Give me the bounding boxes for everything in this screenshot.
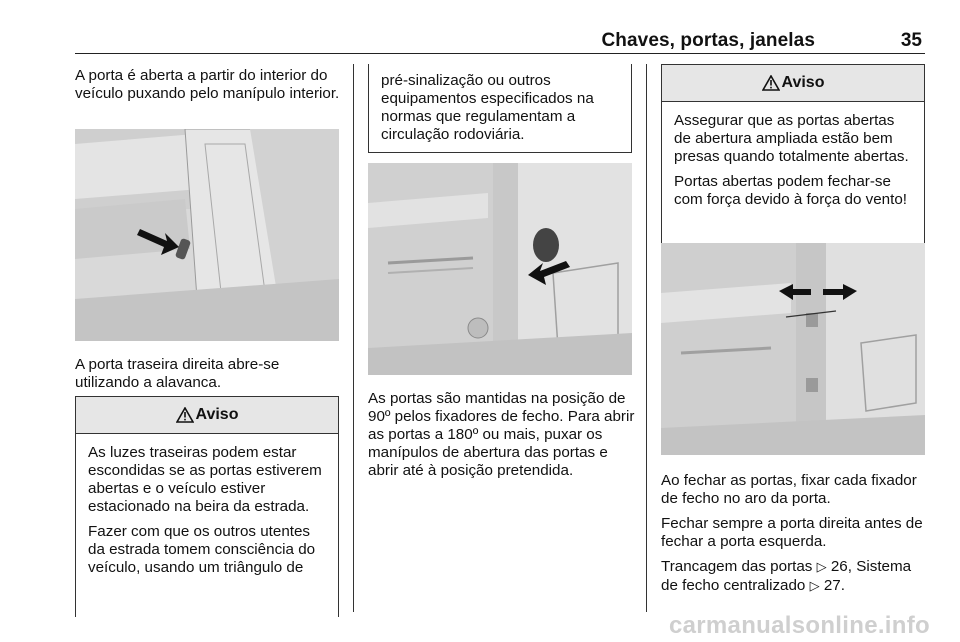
- column-separator-1: [353, 64, 354, 612]
- column-3-paragraph-1: Ao fechar as portas, fixar cada fixador de fecho no aro da porta.: [661, 472, 917, 507]
- warning-box-1-continued-text: pré-sinalização ou outros equipamentos especificados na normas que regulamentam a circulação rodoviária.: [381, 72, 594, 143]
- figure-door-fastener: [661, 243, 925, 455]
- warning-triangle-icon: [762, 75, 780, 91]
- column-3-paragraph-2: Fechar sempre a porta direita antes de fechar a porta esquerda.: [661, 515, 923, 550]
- column-1: [75, 67, 343, 110]
- column-3-references: [661, 558, 931, 596]
- figure-door-interior-handle: [75, 129, 339, 341]
- watermark: carmanualsonline.info: [668, 612, 930, 639]
- warning-box-1: [75, 396, 339, 617]
- reference-page-2[interactable]: 27: [823, 577, 841, 594]
- warning-box-2-text-1: Assegurar que as portas abertas de abertura ampliada estão bem presas quando totalmente abertas.: [674, 112, 909, 165]
- header-rule: [75, 53, 925, 54]
- column-3-text: [661, 472, 931, 603]
- warning-box-2: [661, 64, 925, 262]
- page-reference-arrow-icon: ▷: [816, 560, 827, 575]
- reference-end: .: [840, 577, 845, 594]
- warning-box-2-header: [662, 65, 924, 102]
- warning-triangle-icon: [176, 407, 194, 423]
- page-reference-arrow-icon: ▷: [809, 579, 820, 594]
- page-number: 35: [900, 30, 922, 51]
- page-header-title: Chaves, portas, janelas: [601, 30, 815, 51]
- column-2-paragraph-1: As portas são mantidas na posição de 90º pelos fixadores de fecho. Para abrir as portas a 180º ou mais, puxar os manípulos de abertura das portas e abrir até à posição pretendida.: [368, 390, 635, 479]
- column-separator-2: [646, 64, 647, 612]
- column-2-text: [368, 390, 638, 487]
- warning-box-1-header: [76, 397, 338, 434]
- warning-box-2-body: [662, 102, 924, 209]
- warning-box-1-continued: [368, 64, 632, 153]
- reference-text-1: Trancagem das portas: [661, 558, 813, 575]
- warning-box-1-continued-body: [369, 64, 631, 144]
- warning-box-1-text-1: As luzes traseiras podem estar escondidas se as portas estiverem abertas e o veículo estiver estacionado na beira da estrada.: [88, 444, 322, 515]
- reference-separator: ,: [847, 558, 857, 575]
- warning-box-2-text-2: Portas abertas podem fechar-se com força devido à força do vento!: [674, 173, 908, 208]
- column-1-lower: [75, 356, 343, 399]
- column-1-paragraph-2: A porta traseira direita abre-se utilizando a alavanca.: [75, 356, 280, 391]
- reference-text-2: Sistema de fecho centralizado: [661, 558, 912, 594]
- warning-box-2-title: Aviso: [781, 74, 825, 91]
- reference-page-1[interactable]: 26: [830, 558, 848, 575]
- warning-box-1-body: [76, 434, 338, 577]
- column-1-paragraph-1: A porta é aberta a partir do interior do veículo puxando pelo manípulo interior.: [75, 67, 340, 102]
- warning-box-1-text-2: Fazer com que os outros utentes da estrada tomem consciência do veículo, usando um triângulo de: [88, 523, 316, 576]
- warning-box-1-title: Aviso: [195, 406, 239, 423]
- figure-door-hinge-release: [368, 163, 632, 375]
